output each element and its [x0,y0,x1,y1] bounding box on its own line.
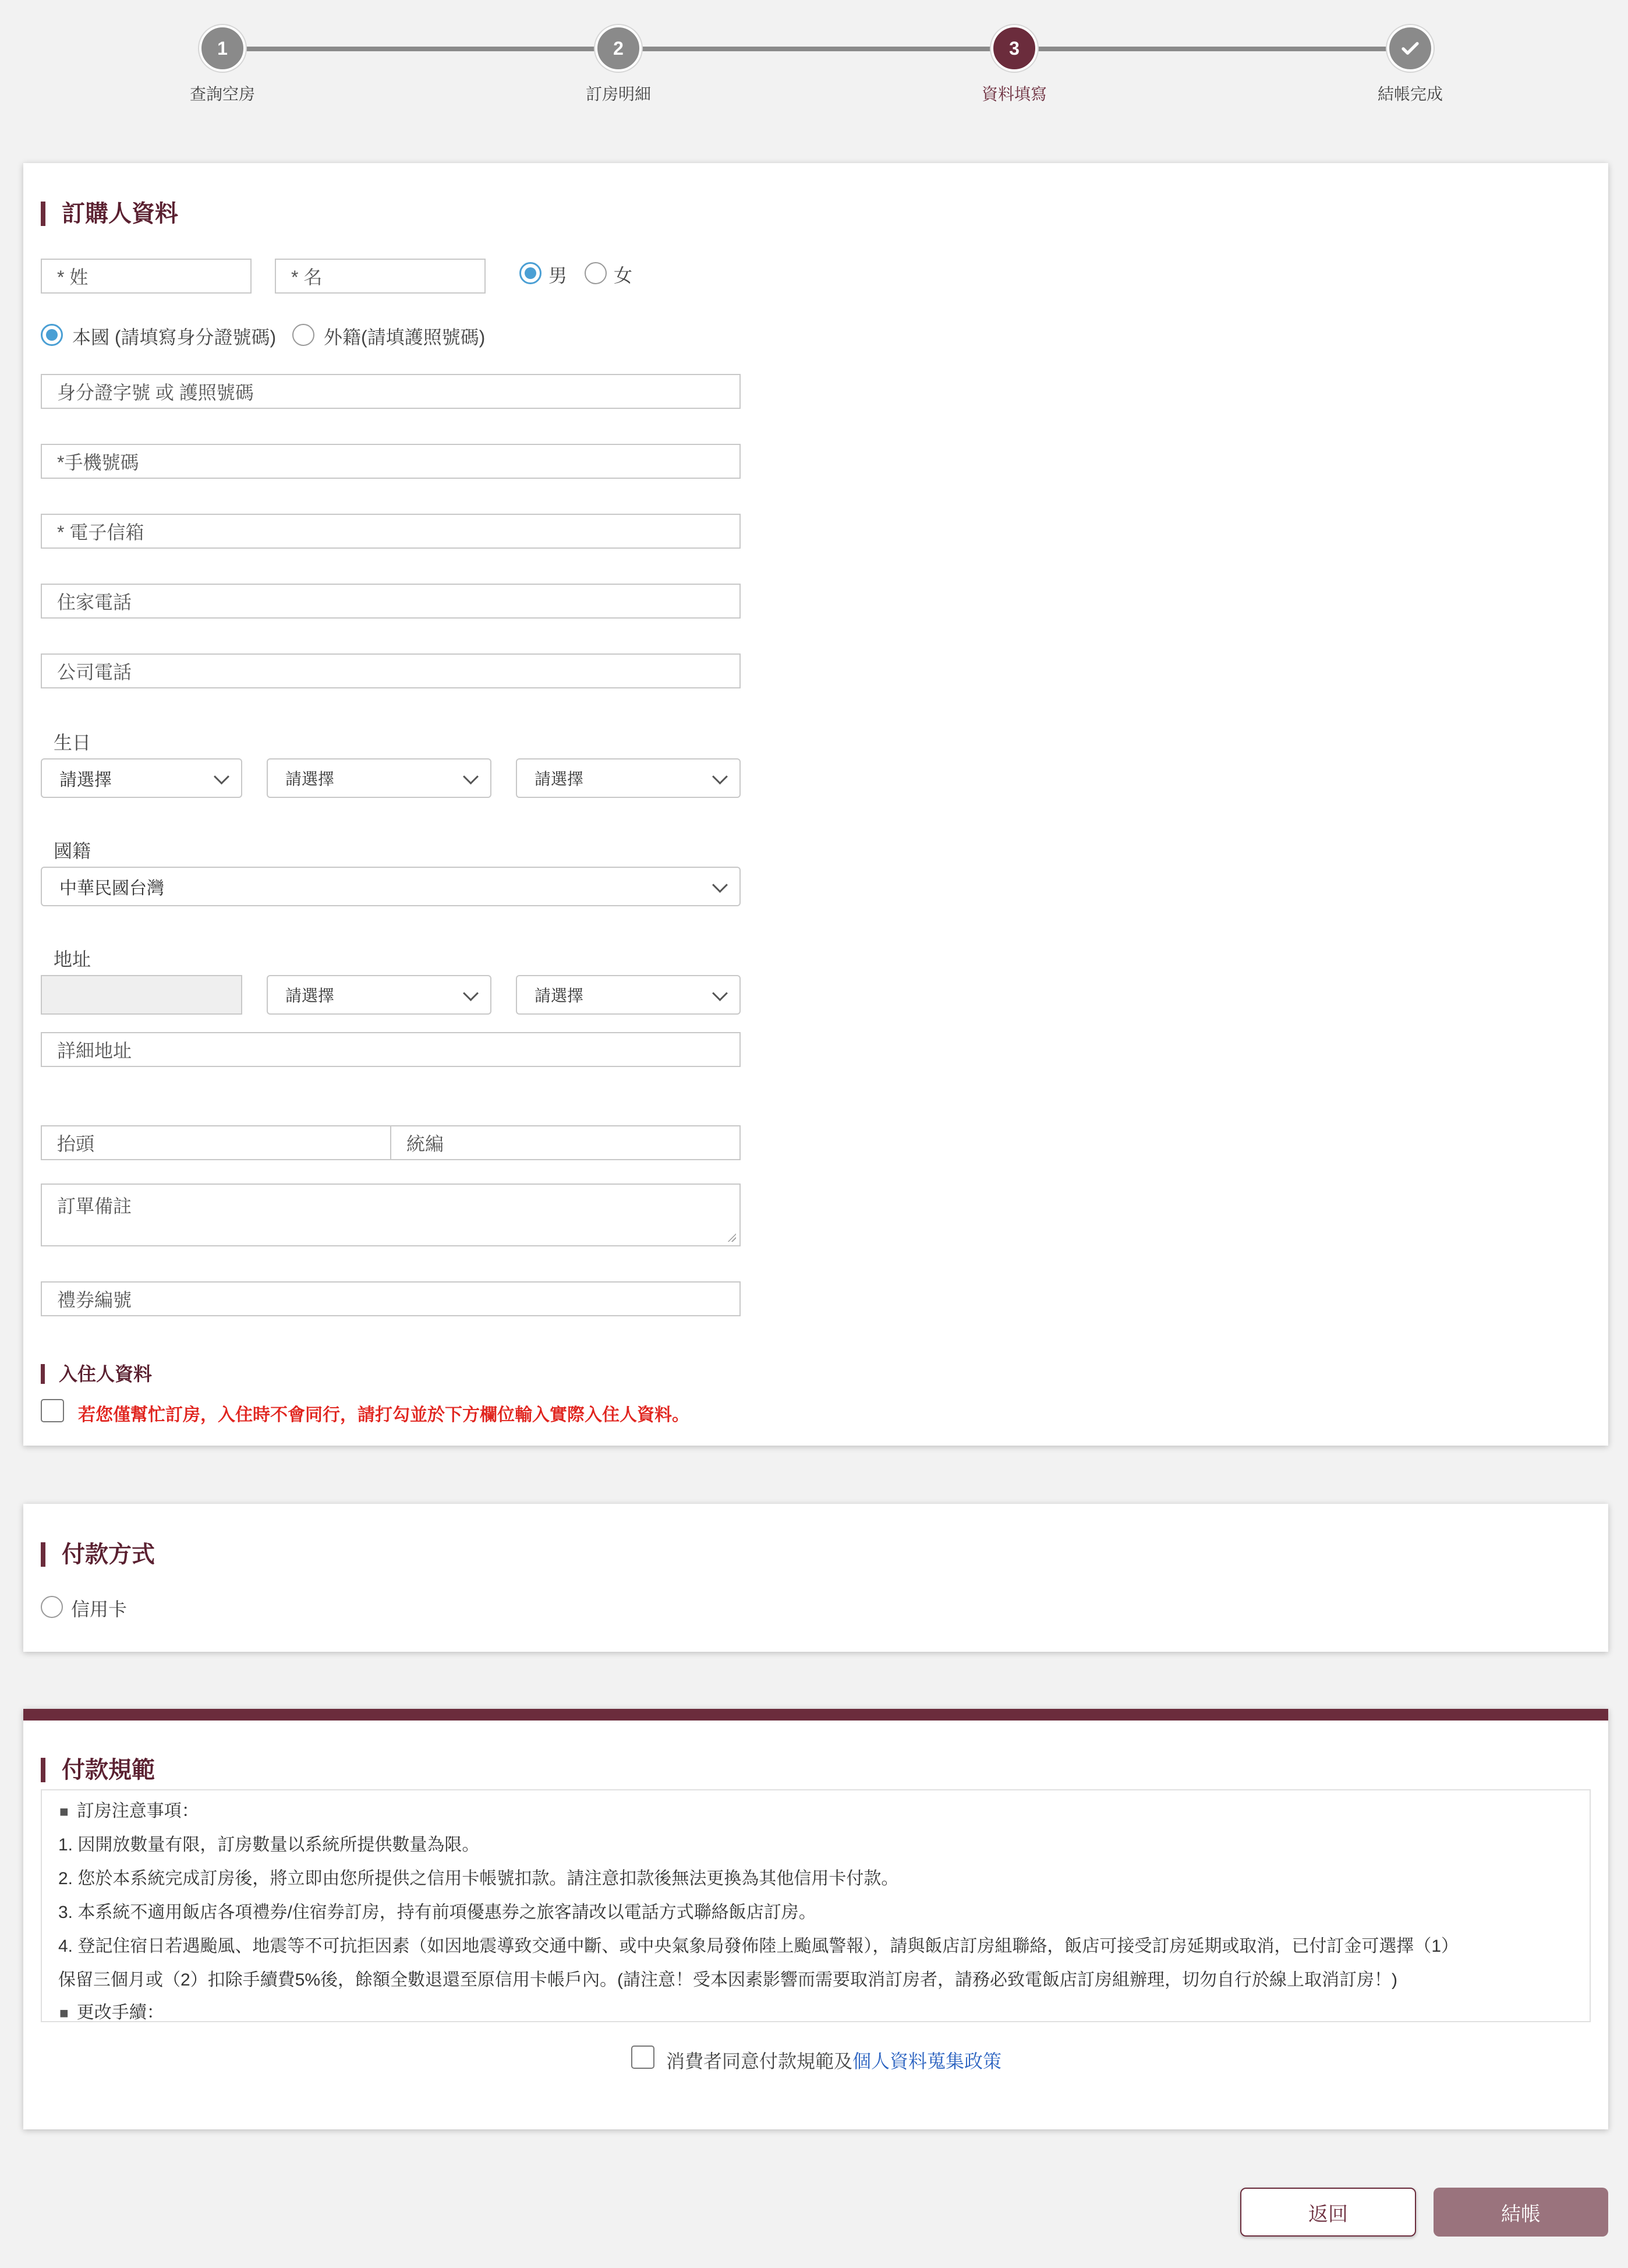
step-3-circle: 3 [991,25,1038,72]
step-2-label: 訂房明細 [585,85,651,103]
back-button[interactable]: 返回 [1240,2188,1416,2237]
step-4-circle [1387,25,1434,72]
policy-item-1: 1. 因開放數量有限，訂房數量以系統所提供數量為限。 [58,1835,480,1854]
first-name-input[interactable]: * 名 [275,259,486,294]
policy-scroll-box[interactable] [41,1789,1591,2022]
postal-code-input [41,975,242,1015]
id-number-input[interactable]: 身分證字號 或 護照號碼 [41,374,741,409]
step-3-label: 資料填寫 [981,85,1047,103]
chevron-down-icon [712,985,728,1001]
country-select[interactable] [41,867,741,906]
agree-policy-checkbox[interactable] [631,2046,654,2069]
check-icon [1400,38,1421,59]
country-label: 國籍 [54,840,91,861]
policy-heading-2: ■ 更改手續： [59,1998,164,2022]
agree-policy-text [666,2047,1001,2073]
birthday-day-value: 請選擇 [535,770,584,788]
booker-card [23,163,1608,1446]
address-city-value: 請選擇 [285,987,335,1005]
address-district-select[interactable] [516,975,741,1015]
country-value: 中華民國台灣 [59,879,164,898]
guest-section-title: 入住人資料 [41,1364,152,1384]
nationality-foreign-radio[interactable] [292,324,314,346]
guest-different-checkbox[interactable] [41,1399,64,1422]
policy-item-4: 4. 登記住宿日若遇颱風、地震等不可抗拒因素（如因地震導致交通中斷、或中央氣象局發佈陸上颱風警報），請與飯店訂房組聯絡，飯店可接受訂房延期或取消，已付訂金可選擇（1） [58,1937,1459,1956]
address-city-select[interactable] [267,975,491,1015]
nationality-foreign-label: 外籍(請填護照號碼) [324,327,486,348]
step-2-circle: 2 [595,25,642,72]
booker-section-title: 訂購人資料 [41,202,178,226]
invoice-title-input[interactable]: 抬頭 [41,1125,391,1160]
credit-card-label: 信用卡 [71,1599,128,1620]
nationality-domestic-radio[interactable] [41,324,63,346]
gender-male-label: 男 [548,265,568,286]
credit-card-radio[interactable] [41,1596,63,1618]
address-label: 地址 [54,949,91,970]
address-district-value: 請選擇 [535,987,584,1005]
privacy-policy-link[interactable]: 個人資料蒐集政策 [852,2051,1002,2072]
payment-section-title: 付款方式 [41,1542,155,1567]
gender-female-radio[interactable] [585,262,607,284]
payment-method-card [23,1504,1608,1652]
chevron-down-icon [712,769,728,785]
policy-item-2: 2. 您於本系統完成訂房後，將立即由您所提供之信用卡帳號扣款。請注意扣款後無法更換為其他信用卡付款。 [58,1869,899,1888]
birthday-month-value: 請選擇 [285,770,335,788]
order-remark-textarea[interactable] [41,1184,741,1246]
order-remark-placeholder: 訂單備註 [57,1196,132,1217]
birthday-day-select[interactable] [516,758,741,798]
policy-item-4-continued: 保留三個月或（2）扣除手續費5%後，餘額全數退還至原信用卡帳戶內。(請注意！受本因素影響而需要取消訂房者，請務必致電飯店訂房組辦理，切勿自行於線上取消訂房！) [58,1970,1398,1990]
mobile-input[interactable]: *手機號碼 [41,444,741,479]
voucher-input[interactable]: 禮券編號 [41,1281,741,1316]
nationality-domestic-label: 本國 (請填寫身分證號碼) [72,327,277,348]
tax-id-input[interactable]: 統編 [390,1125,741,1160]
checkout-button[interactable]: 結帳 [1434,2188,1608,2237]
gender-female-label: 女 [614,265,633,286]
step-1-label: 查詢空房 [189,85,255,103]
policy-item-3: 3. 本系統不適用飯店各項禮券/住宿券訂房，持有前項優惠券之旅客請改以電話方式聯絡飯店訂房。 [58,1903,816,1922]
step-1-circle: 1 [199,25,246,72]
chevron-down-icon [463,985,479,1001]
birthday-month-select[interactable] [267,758,491,798]
chevron-down-icon [463,769,479,785]
step-4-label: 結帳完成 [1377,85,1443,103]
payment-policy-card [23,1709,1608,2129]
last-name-input[interactable]: * 姓 [41,259,252,294]
birthday-label: 生日 [54,732,91,753]
office-phone-input[interactable]: 公司電話 [41,653,741,688]
birthday-year-select[interactable] [41,758,242,798]
chevron-down-icon [712,877,728,893]
chevron-down-icon [214,769,229,785]
stepper-line [222,47,1410,51]
resize-grip-icon[interactable] [727,1232,736,1242]
email-input[interactable]: * 電子信箱 [41,514,741,549]
birthday-year-value: 請選擇 [59,771,112,790]
agree-text: 消費者同意付款規範及 [666,2051,853,2072]
home-phone-input[interactable]: 住家電話 [41,584,741,619]
address-detail-input[interactable]: 詳細地址 [41,1032,741,1067]
policy-heading: ■ 訂房注意事項： [59,1796,199,1822]
guest-notice-text: 若您僅幫忙訂房，入住時不會同行，請打勾並於下方欄位輸入實際入住人資料。 [78,1405,689,1425]
policy-card-accent-bar [23,1709,1608,1721]
policy-section-title: 付款規範 [41,1758,155,1782]
gender-male-radio[interactable] [519,262,542,284]
